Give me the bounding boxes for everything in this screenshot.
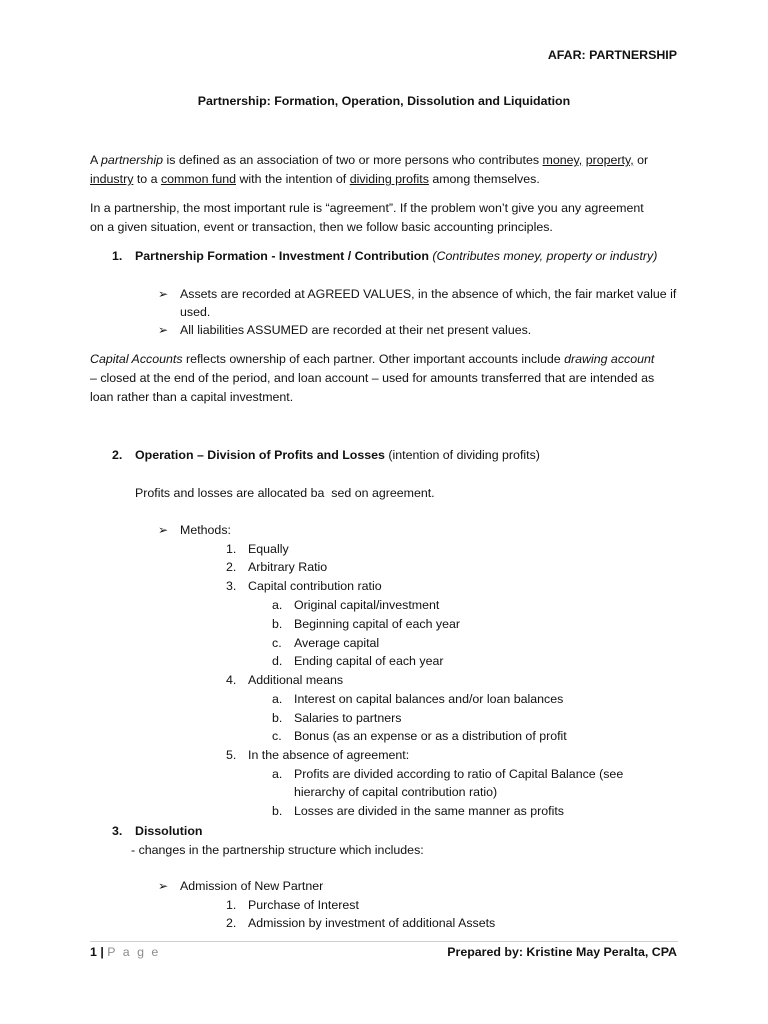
section-1-number: 1. [112,249,123,263]
arrow-bullet-icon: ➢ [158,287,169,301]
method-label: Additional means [248,673,344,687]
intro-paragraph-2-line-1: In a partnership, the most important rule is “agreement”. If the problem won’t give you any agreement [90,201,644,215]
intro-paragraph-2-line-2: on a given situation, event or transaction, then we follow basic accounting principles. [90,220,553,234]
section-3-number: 3. [112,824,123,838]
section-2-number: 2. [112,448,123,462]
method-label: In the absence of agreement: [248,748,410,762]
page-word: P a g e [107,945,161,959]
page-separator: | [96,945,108,959]
text-segment: A [90,153,102,167]
arrow-bullet-icon: ➢ [158,523,169,537]
footer-divider [90,941,678,942]
dissolution-item-label: Purchase of Interest [248,898,359,912]
capital-accounts-line-1 [90,350,654,369]
sub-method-letter: b. [272,711,283,725]
section-2-heading [135,446,540,465]
method-label: Equally [248,542,289,556]
dissolution-item-num: 1. [226,898,237,912]
sub-method-letter: b. [272,617,283,631]
sub-method-label-continued: hierarchy of capital contribution ratio) [294,785,498,799]
sub-method-label: Ending capital of each year [294,654,444,668]
sub-method-letter: d. [272,654,283,668]
term-property: property, [585,153,634,167]
sub-method-label: Bonus (as an expense or as a distribution of profit [294,729,567,743]
sub-method-label: Salaries to partners [294,711,402,725]
text-segment: among themselves. [428,172,540,186]
section-1-bullet-1-line-2: used. [180,305,211,319]
section-1-title: Partnership Formation - Investment / Contribution [135,249,429,263]
term-drawing-account: drawing account [564,352,655,366]
term-money: money, [542,153,583,167]
sub-method-letter: b. [272,804,283,818]
capital-accounts-line-2: – closed at the end of the period, and loan account – used for amounts transferred that are intended as [90,371,655,385]
arrow-bullet-icon: ➢ [158,879,169,893]
section-3-subtext: - changes in the partnership structure which includes: [131,843,424,857]
sub-method-letter: a. [272,598,283,612]
method-num: 1. [226,542,237,556]
arrow-bullet-icon: ➢ [158,323,169,337]
term-common-fund: common fund [160,172,237,186]
sub-method-label: Losses are divided in the same manner as profits [294,804,564,818]
sub-method-letter: c. [272,636,282,650]
sub-method-letter: c. [272,729,282,743]
header-course: AFAR: PARTNERSHIP [547,48,677,62]
term-partnership: partnership [101,153,164,167]
intro-paragraph-1-line-2 [90,170,540,189]
section-1-heading [135,247,657,266]
method-num: 5. [226,748,237,762]
section-2-intro: Profits and losses are allocated ba sed on agreement. [135,486,435,500]
sub-method-letter: a. [272,692,283,706]
sub-method-label: Profits are divided according to ratio of Capital Balance (see [294,767,624,781]
section-3-bullet: Admission of New Partner [180,879,324,893]
section-3-title: Dissolution [135,824,203,838]
sub-method-label: Average capital [294,636,380,650]
section-2-note: (intention of dividing profits) [384,448,540,462]
section-1-bullet-1-line-1: Assets are recorded at AGREED VALUES, in the absence of which, the fair market value if [180,287,677,301]
text-segment: reflects ownership of each partner. Other important accounts include [182,352,565,366]
intro-paragraph-1-line-1 [90,151,648,170]
section-1-note: (Contributes money, property or industry) [428,249,658,263]
method-num: 2. [226,560,237,574]
footer-prepared-by: Prepared by: Kristine May Peralta, CPA [447,945,677,959]
term-capital-accounts: Capital Accounts [90,352,183,366]
dissolution-item-num: 2. [226,916,237,930]
section-2-title: Operation – Division of Profits and Losses [135,448,385,462]
dissolution-item-label: Admission by investment of additional Assets [248,916,496,930]
text-segment: with the intention of [236,172,350,186]
term-industry: industry [90,172,134,186]
text-segment: is defined as an association of two or more persons who contributes [163,153,543,167]
sub-method-label: Interest on capital balances and/or loan balances [294,692,564,706]
footer-page-number [90,943,160,962]
method-num: 4. [226,673,237,687]
text-segment: to a [133,172,161,186]
capital-accounts-line-3: loan rather than a capital investment. [90,390,294,404]
section-1-bullet-2: All liabilities ASSUMED are recorded at their net present values. [180,323,532,337]
method-label: Arbitrary Ratio [248,560,328,574]
sub-method-label: Original capital/investment [294,598,440,612]
method-label: Capital contribution ratio [248,579,382,593]
method-num: 3. [226,579,237,593]
methods-label: Methods: [180,523,231,537]
term-dividing-profits: dividing profits [349,172,429,186]
page-number: 1 [90,945,97,959]
sub-method-letter: a. [272,767,283,781]
text-segment: or [633,153,649,167]
page-title: Partnership: Formation, Operation, Dissolution and Liquidation [197,94,571,108]
sub-method-label: Beginning capital of each year [294,617,461,631]
